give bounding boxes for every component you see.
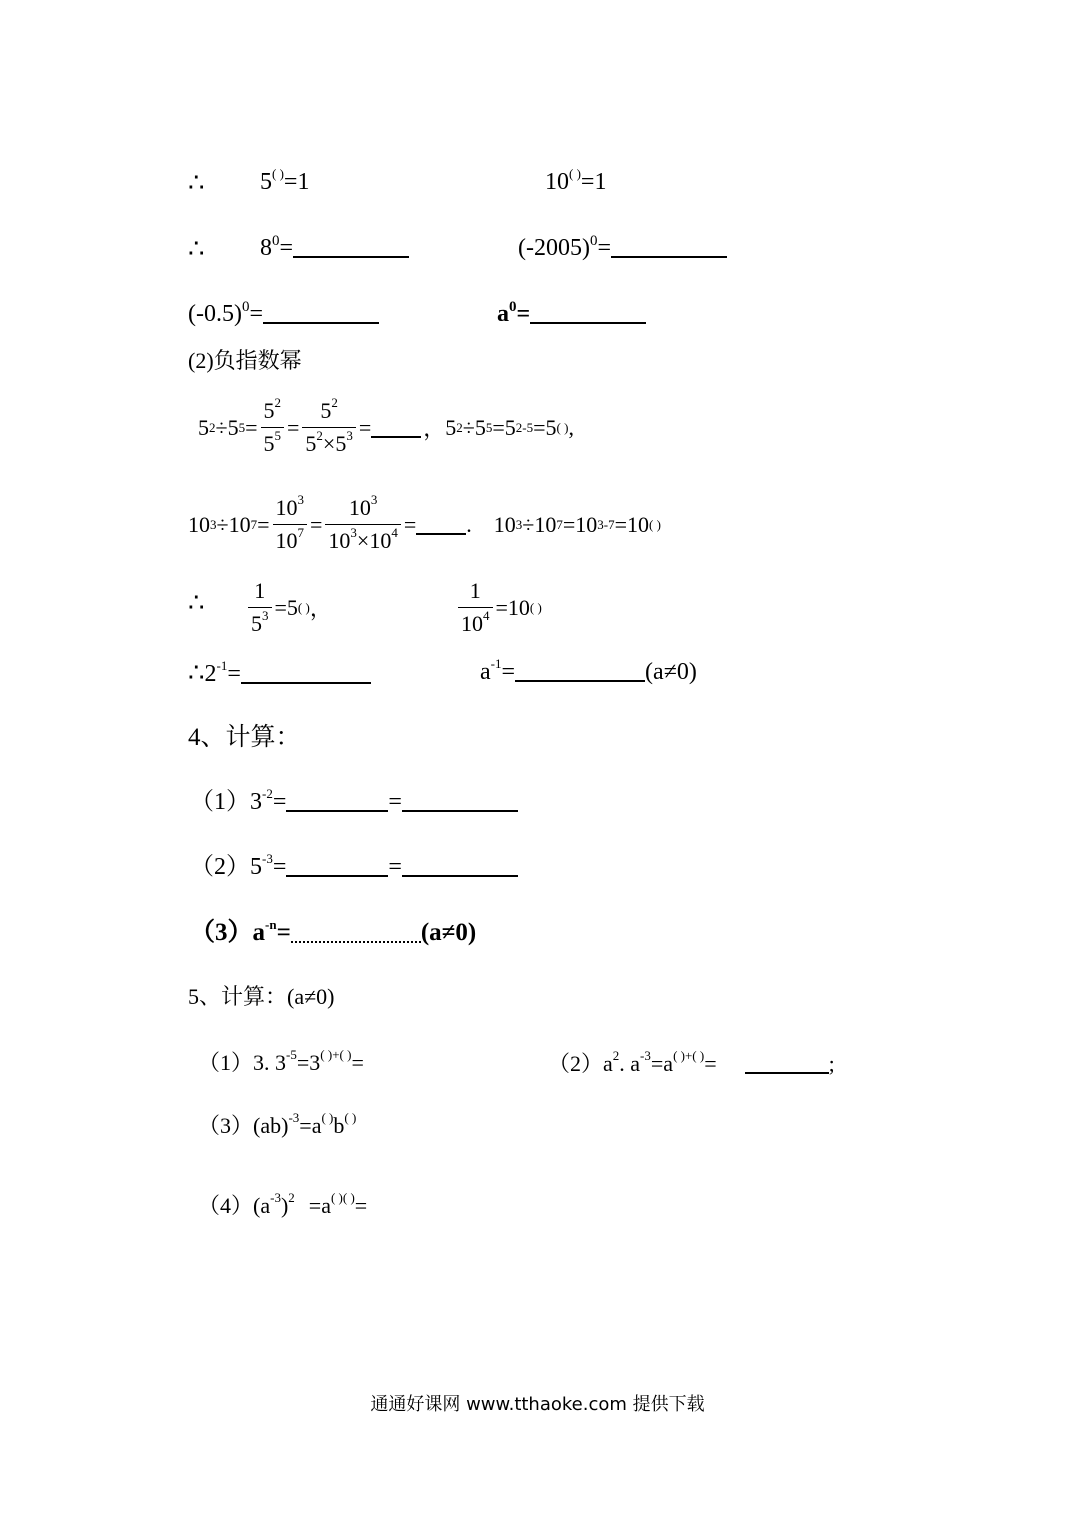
line-5-division-5: 5 2 ÷ 5 5 = $\frac{5^2}{5^5}$ = $\frac{5^2}{5^2\times 5^3}$ = ， 5 2 ÷ 5 5 = 5 2-5 = 5 ( ) , (198, 395, 574, 456)
answer-paren: ( )+( ) (320, 1047, 352, 1062)
fraction: $\frac{10^3}{10^7}$ (273, 495, 308, 554)
answer-blank[interactable] (402, 855, 518, 877)
answer-blank[interactable] (611, 236, 727, 258)
answer-paren: ( ) (569, 166, 581, 181)
fraction: $\frac{1}{5^3}$ (248, 578, 272, 637)
expr-a-zero: $a^0=$ (497, 302, 646, 326)
answer-blank[interactable] (293, 236, 409, 258)
answer-blank[interactable] (530, 302, 646, 324)
section-4-item-2: $(2)5^{-3}=$ = (190, 855, 518, 879)
section-5-heading: 5、计算：(a≠0) (188, 984, 335, 1009)
answer-blank[interactable] (286, 790, 388, 812)
section-5-item-4: $(4)(a^{-3})^2 =a^{( )( )}=$ (198, 1190, 368, 1218)
section-4-item-1: $(1)3^{-2}=$ = (190, 790, 518, 814)
fraction: $\frac{5^2}{5^2\times 5^3}$ (302, 398, 355, 457)
section-5-item-1: （1）3. $3^{-5}=3^{( )+( )}=$ (198, 1047, 364, 1075)
therefore-symbol: ∴ (188, 168, 205, 197)
answer-paren: ( )+( ) (673, 1048, 705, 1063)
expr-10-power: 10( )=1 (545, 166, 607, 195)
section-4-item-3: $(3)a^{-n}= (a\ne 0)$ (190, 917, 477, 946)
section-4-heading: 4、计算： (188, 724, 301, 751)
section-5-item-2: $(2)a^2$. $a^{-3}=a^{( )+( )}=$ ; (548, 1048, 835, 1076)
expr-5-power: 5( )=1 (260, 166, 310, 195)
heading-negative-power: (2)负指数幂 (188, 348, 302, 373)
answer-blank[interactable] (291, 921, 421, 943)
therefore-symbol: ∴ (188, 588, 205, 617)
answer-blank[interactable] (241, 662, 371, 684)
expr-neg2005-zero: $(-2005)^0=$ (518, 236, 727, 260)
expr-neg05-zero: $(-0.5)^0=$ (188, 302, 379, 326)
answer-blank[interactable] (286, 855, 388, 877)
fraction: $\frac{10^3}{10^3\times 10^4}$ (325, 495, 400, 554)
section-5-item-3: （3）(ab)$^{-3}$=a( )b( ) (198, 1110, 357, 1138)
answer-blank[interactable] (416, 515, 466, 535)
answer-blank[interactable] (402, 790, 518, 812)
answer-blank[interactable] (745, 1052, 829, 1074)
answer-paren: ( ) (344, 1110, 357, 1125)
line-6-division-10: 10 3 ÷ 10 7 = $\frac{10^3}{10^7}$ = $\frac{10^3}{10^3\times 10^4}$ = . 10 3 ÷ 10 7 = 10 3-7 = 10 ( ) (188, 492, 661, 553)
expr-8-zero: $8^0=$ (260, 236, 409, 260)
answer-paren: ( )( ) (330, 1190, 355, 1205)
expr-a-neg1: $a^{-1}= (a\ne 0)$ (480, 656, 697, 685)
answer-blank[interactable] (515, 660, 645, 682)
footer-credit: 通通好课网 www.tthaoke.com 提供下载 (370, 1394, 705, 1415)
answer-paren: ( ) (321, 1110, 334, 1125)
fraction: $\frac{5^2}{5^5}$ (261, 398, 285, 457)
fraction: $\frac{1}{10^4}$ (458, 578, 493, 637)
expr-2-neg1: $\therefore 2^{-1}=$ (188, 660, 371, 686)
answer-blank[interactable] (263, 302, 379, 324)
answer-paren: ( ) (272, 166, 284, 181)
expr-reciprocal-10: $\frac{1}{10^4}$ =10 ( ) (455, 578, 542, 637)
therefore-symbol: ∴ (188, 234, 205, 263)
answer-blank[interactable] (371, 418, 421, 438)
expr-reciprocal-5: $\frac{1}{5^3}$ =5 ( ) ， (245, 578, 332, 637)
